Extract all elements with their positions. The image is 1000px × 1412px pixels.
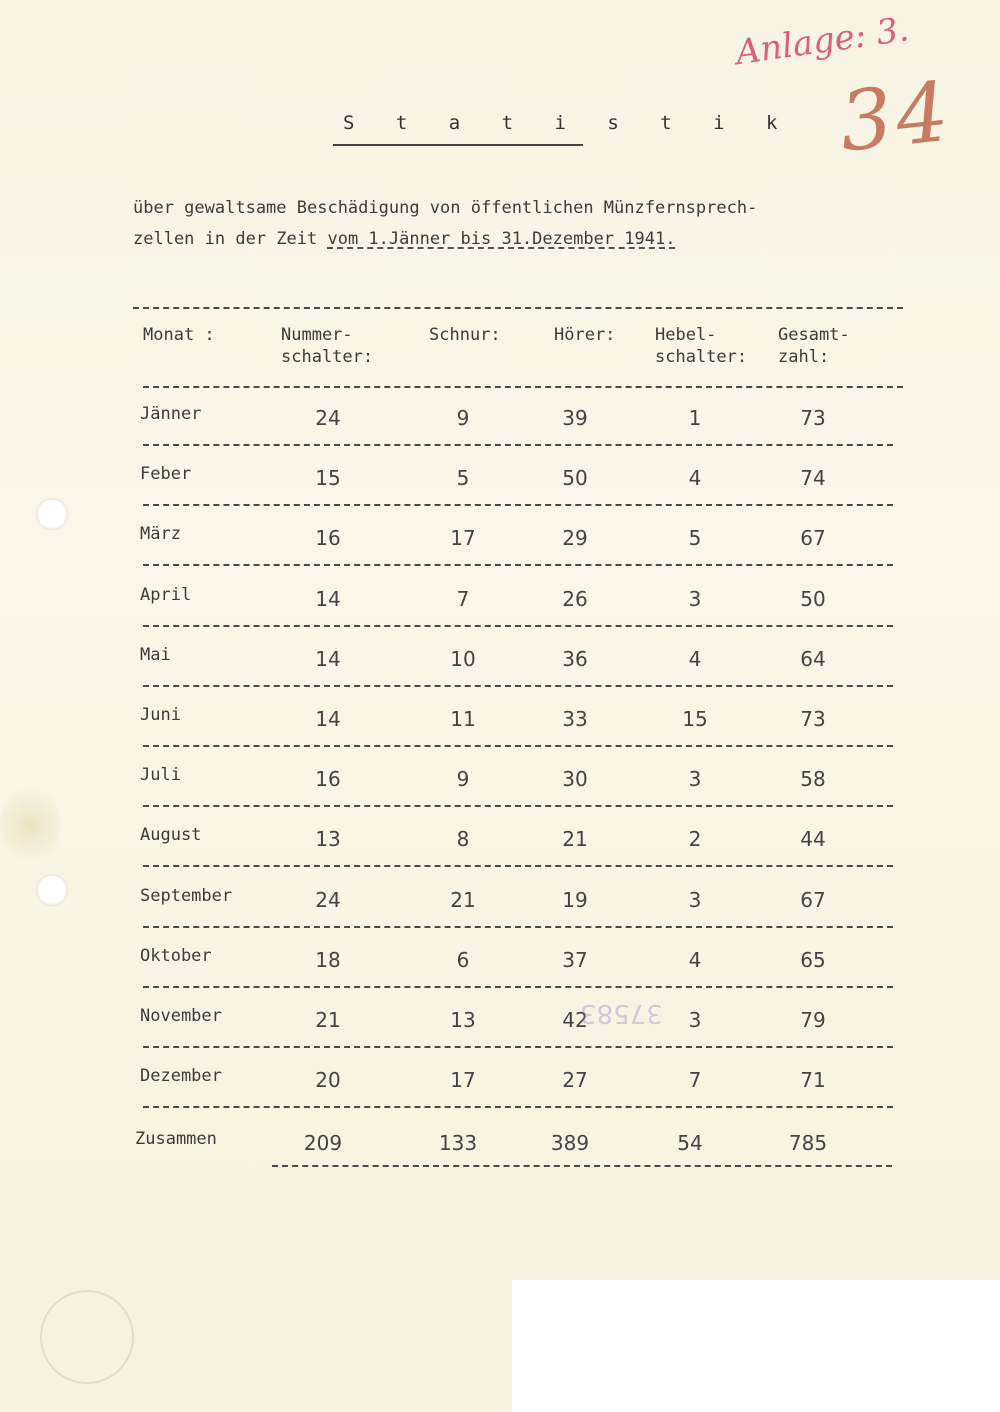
table-cell: 5	[688, 526, 702, 551]
anlage-annotation: Anlage: 3.	[733, 9, 912, 74]
punch-hole	[36, 498, 68, 530]
table-cell: 5	[456, 466, 470, 491]
table-cell: 50	[800, 586, 826, 611]
total-label: Zusammen	[135, 1129, 217, 1150]
month-label: Mai	[140, 644, 171, 665]
total-cell: 54	[677, 1131, 703, 1156]
table-cell: 14	[315, 707, 341, 731]
date-range: vom 1.Jänner bis 31.Dezember 1941.	[327, 229, 676, 249]
table-cell: 30	[562, 767, 588, 792]
row-rule	[143, 745, 893, 747]
page-number: 34	[835, 64, 958, 171]
table-cell: 67	[800, 526, 826, 551]
subtitle-line-2-prefix: zellen in der Zeit	[133, 229, 328, 249]
row-rule	[143, 865, 893, 867]
punch-hole	[36, 874, 68, 906]
page-title: S t a t i s t i k	[343, 112, 793, 134]
column-header-line-1: Hörer:	[554, 325, 616, 345]
total-cell: 133	[438, 1131, 478, 1156]
table-cell: 16	[315, 767, 341, 792]
table-cell: 7	[456, 586, 470, 611]
table-cell: 14	[315, 646, 341, 671]
title-underline	[333, 144, 583, 146]
column-header	[281, 324, 373, 368]
table-cell: 73	[800, 406, 826, 430]
month-label: September	[140, 885, 233, 906]
total-cell: 209	[303, 1131, 343, 1156]
table-cell: 16	[315, 526, 341, 551]
table-cell: 9	[456, 406, 470, 430]
table-cell: 13	[450, 1008, 476, 1032]
column-header	[143, 324, 215, 346]
total-cell: 785	[788, 1131, 828, 1156]
table-cell: 26	[562, 586, 588, 611]
month-label: Oktober	[140, 945, 212, 966]
row-rule	[143, 1046, 893, 1048]
row-rule	[143, 1106, 893, 1108]
table-cell: 3	[688, 767, 702, 792]
table-cell: 17	[450, 526, 476, 551]
row-rule	[143, 926, 893, 928]
column-header-line-1: Monat :	[143, 325, 215, 345]
table-cell: 73	[800, 707, 826, 731]
table-cell: 74	[800, 466, 826, 491]
column-header	[778, 324, 850, 368]
table-cell: 42	[562, 1008, 588, 1032]
table-cell: 3	[688, 586, 702, 611]
column-header-line-2: zahl:	[778, 347, 830, 367]
inventory-stamp: 37583	[580, 998, 663, 1028]
table-cell: 11	[450, 707, 476, 731]
table-cell: 10	[450, 646, 476, 671]
column-header-line-1: Schnur:	[429, 325, 501, 345]
month-label: März	[140, 524, 181, 545]
table-cell: 24	[315, 406, 341, 430]
table-cell: 50	[562, 466, 588, 491]
month-label: Juni	[140, 705, 181, 725]
table-cell: 17	[450, 1068, 476, 1093]
table-cell: 19	[562, 887, 588, 912]
paper-stain	[0, 780, 60, 870]
table-cell: 79	[800, 1008, 826, 1032]
subtitle-line-1: über gewaltsame Beschädigung von öffentlichen Münzfernsprech-	[133, 198, 758, 218]
month-label: Jänner	[140, 404, 202, 424]
table-cell: 37	[562, 947, 588, 972]
table-cell: 20	[315, 1068, 341, 1093]
table-cell: 27	[562, 1068, 588, 1093]
total-cell: 389	[550, 1131, 590, 1156]
subtitle	[133, 193, 913, 255]
table-cell: 2	[688, 827, 702, 852]
column-header	[655, 324, 747, 368]
total-rule	[272, 1165, 892, 1167]
table-cell: 4	[688, 466, 702, 491]
month-label: August	[140, 825, 202, 846]
table-cell: 64	[800, 646, 826, 671]
row-rule	[143, 625, 893, 627]
table-cell: 21	[450, 887, 476, 912]
month-label: Dezember	[140, 1066, 222, 1087]
table-cell: 29	[562, 526, 588, 551]
table-cell: 15	[315, 466, 341, 491]
row-rule	[143, 444, 893, 446]
row-rule	[143, 805, 893, 807]
table-cell: 71	[800, 1068, 826, 1093]
table-cell: 44	[800, 827, 826, 852]
table-cell: 24	[315, 887, 341, 912]
table-cell: 7	[688, 1068, 702, 1093]
table-cell: 58	[800, 767, 826, 792]
row-rule	[143, 564, 893, 566]
table-cell: 3	[688, 887, 702, 912]
column-header	[429, 324, 501, 346]
row-rule	[143, 504, 893, 506]
column-header	[554, 324, 615, 346]
column-header-line-1: Hebel-	[655, 325, 717, 345]
month-label: November	[140, 1006, 222, 1026]
table-cell: 65	[800, 947, 826, 972]
row-rule	[143, 986, 893, 988]
month-label: Feber	[140, 464, 192, 485]
table-cell: 1	[688, 406, 702, 430]
table-cell: 9	[456, 767, 470, 792]
archive-stamp-mark	[40, 1290, 134, 1384]
scan-blank-area	[512, 1280, 1000, 1412]
column-header-line-1: Gesamt-	[778, 325, 850, 345]
table-cell: 4	[688, 646, 702, 671]
month-label: Juli	[140, 765, 181, 786]
table-cell: 36	[562, 646, 588, 671]
table-cell: 14	[315, 586, 341, 611]
table-cell: 8	[456, 827, 470, 852]
table-cell: 21	[315, 1008, 341, 1032]
header-rule	[143, 386, 903, 388]
table-cell: 39	[562, 406, 588, 430]
column-header-line-1: Nummer-	[281, 325, 353, 345]
table-cell: 21	[562, 827, 588, 852]
column-header-line-2: schalter:	[655, 347, 748, 367]
table-top-rule	[133, 307, 903, 309]
table-cell: 13	[315, 827, 341, 852]
table-cell: 6	[456, 947, 470, 972]
row-rule	[143, 685, 893, 687]
subtitle-line-2	[133, 224, 913, 255]
table-cell: 3	[688, 1008, 702, 1032]
column-header-line-2: schalter:	[281, 347, 374, 367]
month-label: April	[140, 584, 192, 605]
table-cell: 4	[688, 947, 702, 972]
table-cell: 33	[562, 707, 588, 731]
table-cell: 67	[800, 887, 826, 912]
table-cell: 18	[315, 947, 341, 972]
table-cell: 15	[682, 707, 708, 731]
